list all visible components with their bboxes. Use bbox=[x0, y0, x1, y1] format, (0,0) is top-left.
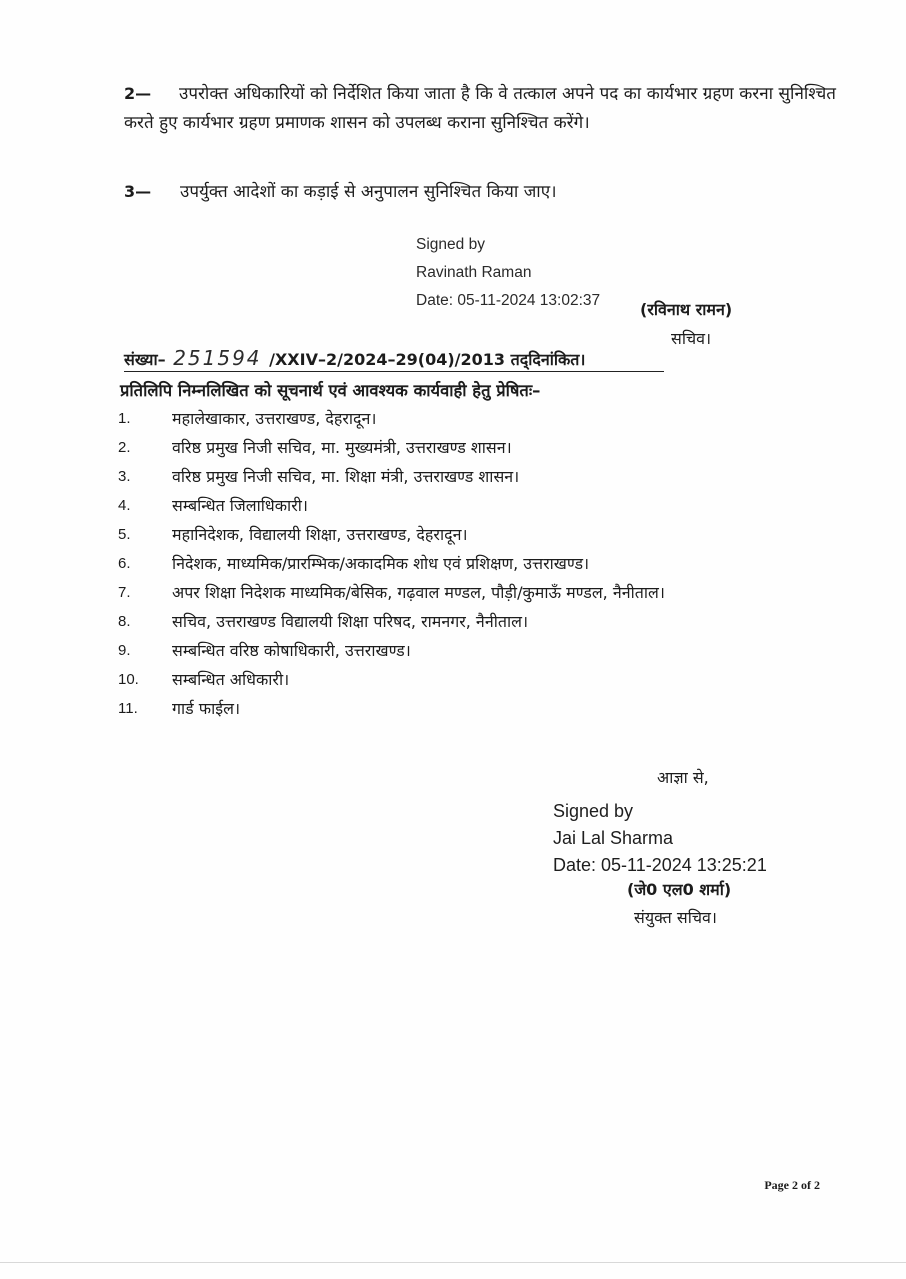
by-order-text: आज्ञा से, bbox=[657, 768, 709, 787]
copy-to-heading: प्रतिलिपि निम्नलिखित को सूचनार्थ एवं आवश्यक कार्यवाही हेतु प्रेषितः– bbox=[120, 381, 541, 400]
signer-designation: सचिव। bbox=[671, 329, 712, 348]
list-item: 8. सचिव, उत्तराखण्ड विद्यालयी शिक्षा परिषद, रामनगर, नैनीताल। bbox=[118, 612, 529, 631]
reference-number-line bbox=[124, 346, 664, 372]
reference-prefix: संख्या– bbox=[124, 350, 166, 369]
list-item: 11. गार्ड फाईल। bbox=[118, 699, 241, 718]
list-item: 10. सम्बन्धित अधिकारी। bbox=[118, 670, 290, 689]
page-number: Page 2 of 2 bbox=[764, 1178, 820, 1192]
list-item: 1. महालेखाकार, उत्तराखण्ड, देहरादून। bbox=[118, 409, 377, 428]
paragraph-2-number: 2— bbox=[124, 84, 152, 103]
list-item: 3. वरिष्ठ प्रमुख निजी सचिव, मा. शिक्षा मंत्री, उत्तराखण्ड शासन। bbox=[118, 467, 520, 486]
paragraph-3-text: उपर्युक्त आदेशों का कड़ाई से अनुपालन सुनिश्चित किया जाए। bbox=[180, 182, 557, 202]
signer-name: Jai Lal Sharma bbox=[553, 828, 674, 848]
list-item: 6. निदेशक, माध्यमिक/प्रारम्भिक/अकादमिक शोध एवं प्रशिक्षण, उत्तराखण्ड। bbox=[118, 554, 590, 573]
signature-block-2 bbox=[553, 798, 767, 879]
signed-by-label: Signed by bbox=[553, 801, 634, 821]
signature-block-1 bbox=[416, 231, 600, 315]
paragraph-3-number: 3— bbox=[124, 182, 152, 201]
signer-name-hindi: (जे0 एल0 शर्मा) bbox=[627, 880, 732, 899]
list-item: 9. सम्बन्धित वरिष्ठ कोषाधिकारी, उत्तराखण्ड। bbox=[118, 641, 411, 660]
list-item: 4. सम्बन्धित जिलाधिकारी। bbox=[118, 496, 308, 515]
list-item: 5. महानिदेशक, विद्यालयी शिक्षा, उत्तराखण्ड, देहरादून। bbox=[118, 525, 468, 544]
signer-name-hindi: (रविनाथ रामन) bbox=[640, 300, 733, 319]
signature-date: Date: 05-11-2024 13:02:37 bbox=[416, 292, 601, 309]
copy-to-list bbox=[118, 404, 798, 723]
signature-date: Date: 05-11-2024 13:25:21 bbox=[553, 855, 767, 875]
list-item: 2. वरिष्ठ प्रमुख निजी सचिव, मा. मुख्यमंत्री, उत्तराखण्ड शासन। bbox=[118, 438, 512, 457]
reference-suffix: /XXIV–2/2024–29(04)/2013 तद्‌दिनांकित। bbox=[269, 350, 586, 369]
signed-by-label: Signed by bbox=[416, 236, 485, 253]
paragraph-2-text: उपरोक्त अधिकारियों को निर्देशित किया जाता है कि वे तत्काल अपने पद का कार्यभार ग्रहण करना सुनिश्चित करते हुए कार्यभार ग्रहण प्रमाणक शासन को उपलब्ध कराना सुनिश्चित करेंगे। bbox=[124, 84, 836, 133]
page-edge-divider bbox=[0, 1262, 906, 1263]
signer-name: Ravinath Raman bbox=[416, 264, 532, 281]
handwritten-reference-number: 251594 bbox=[173, 346, 262, 370]
list-item: 7. अपर शिक्षा निदेशक माध्यमिक/बेसिक, गढ़वाल मण्डल, पौड़ी/कुमाऊँ मण्डल, नैनीताल। bbox=[118, 583, 665, 602]
signer-designation: संयुक्त सचिव। bbox=[634, 908, 717, 927]
